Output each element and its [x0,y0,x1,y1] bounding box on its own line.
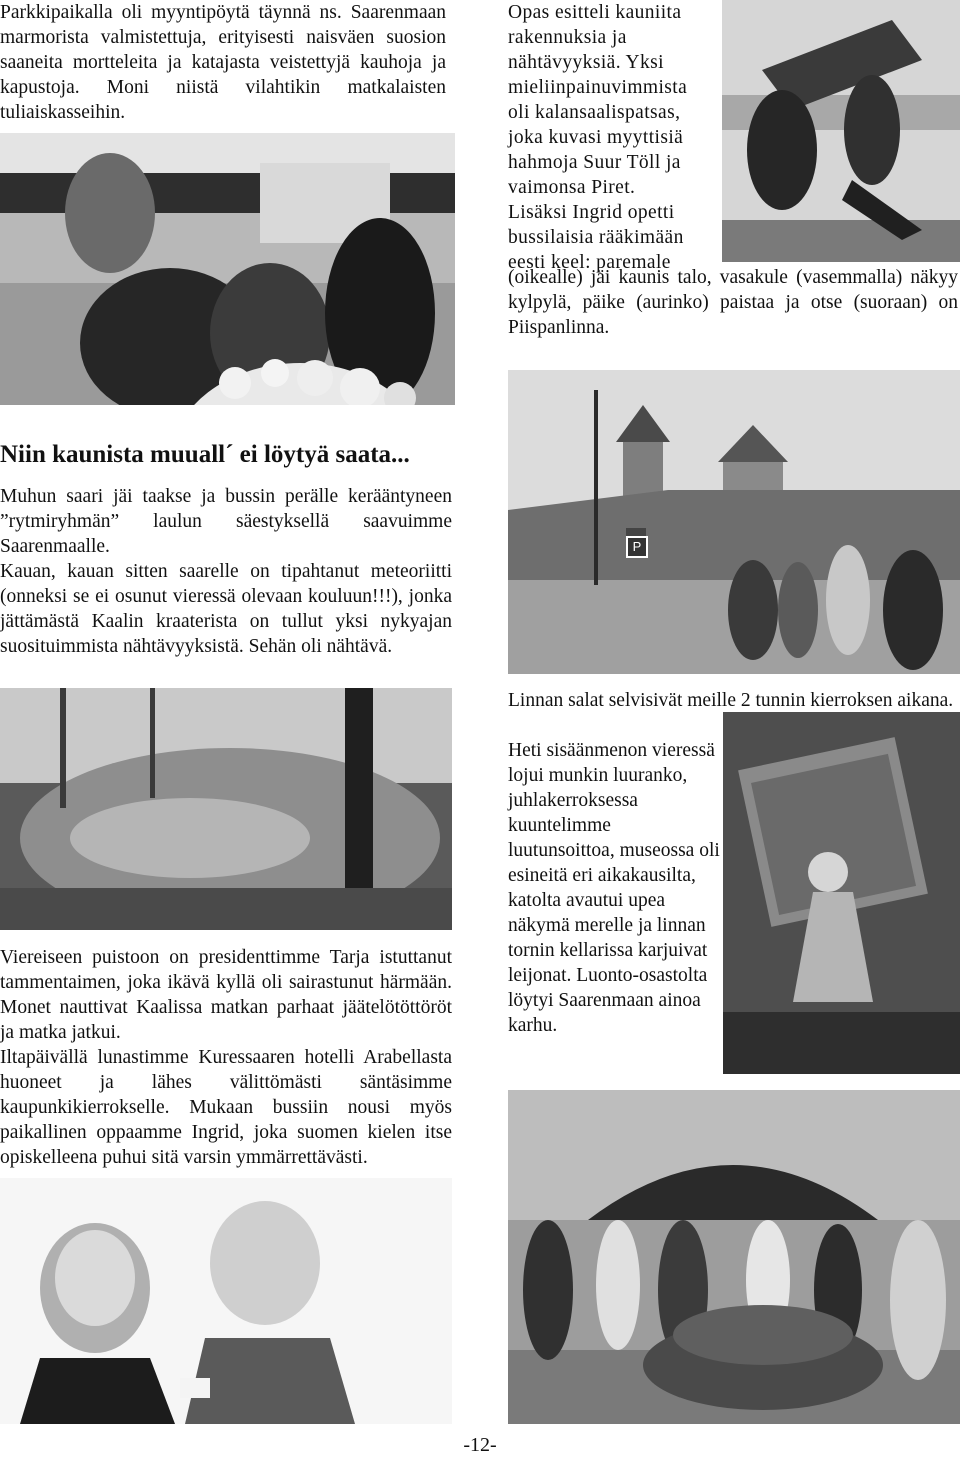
section-heading: Niin kaunista muuall´ ei löytyä saata... [0,441,410,468]
photo-statue [722,0,960,262]
parking-sign: P [626,536,648,558]
text-park-hotel: Viereiseen puistoon on presidenttimme Tarja istuttanut tammentaimen, joka ikävä kyllä oli sairastunut härmään. Monet nauttivat Kaalissa matkan parhaat jäätelötöttöröt ja matka jatkui. Iltapäivällä lunastimme Kuressaaren hotelli Arabellasta huoneet ja lähes välittömästi säntäsimme kaupunkikierrokselle. Mukaan bussiin nousi myös paikallinen oppaamme Ingrid, joka suomen kielen itse opiskelleena puhui sitä varsin ymmärrettävästi. [0,947,452,1168]
text-guide: Opas esitteli kauniita rakennuksia ja nähtävyyksiä. Yksi mieliinpainuvimmista oli kalansaalispatsas, joka kuvasi myyttisiä hahmoja Suur Töll ja vaimonsa Piret. Lisäksi Ingrid opetti bussilaisia rääkimään eesti keel: paremale [508,2,688,273]
photo-courtyard-group [508,1090,960,1424]
text-castle-tour: Heti sisäänmenon vieressä lojui munkin luuranko, juhlakerroksessa kuuntelimme luutunsoittoa, museossa oli esineitä eri aikakausilta, katolta avautui upea näkymä merelle ja linnan tornin kellarissa karjuivat leijonat. Luonto-osastolta löytyi Saarenmaan ainoa karhu. [508,740,720,1036]
photo-portrait-pair [0,1178,452,1424]
photo-skeleton [723,712,960,1074]
photo-crater [0,688,452,930]
text-estonian-words: (oikealle) jäi kaunis talo, vasakule (vasemmalla) näkyy kylpylä, päike (aurinko) paistaa ja otse (suoraan) on Piispanlinna. [508,267,958,338]
photo-castle [508,370,960,674]
text-market-stall: Parkkipaikalla oli myyntipöytä täynnä ns. Saarenmaan marmorista valmistettuja, erityisesti naisväen suosion saaneita mortteleita ja katajasta veistettyjä kauhoja ja kapustoja. Moni niistä vilahtikin matkalaisten tuliaiskasseihin. [0,2,446,123]
photo-market-stall [0,133,455,405]
page-number: -12- [463,1434,497,1456]
text-castle-tour-intro: Linnan salat selvisivät meille 2 tunnin kierroksen aikana. [508,690,954,711]
text-kaali-crater: Muhun saari jäi taakse ja bussin perälle kerääntyneen ”rytmiryhmän” laulun säestyksellä saavuimme Saarenmaalle. Kauan, kauan sitten saarelle on tipahtanut meteoriitti (onneksi se ei osunut vieressä olevaan kouluun!!!), jonka jättämästä Kaalin kraaterista on tullut yksi nykyajan suosituimmista nähtävyyksistä. Sehän oli nähtävä. [0,486,452,657]
